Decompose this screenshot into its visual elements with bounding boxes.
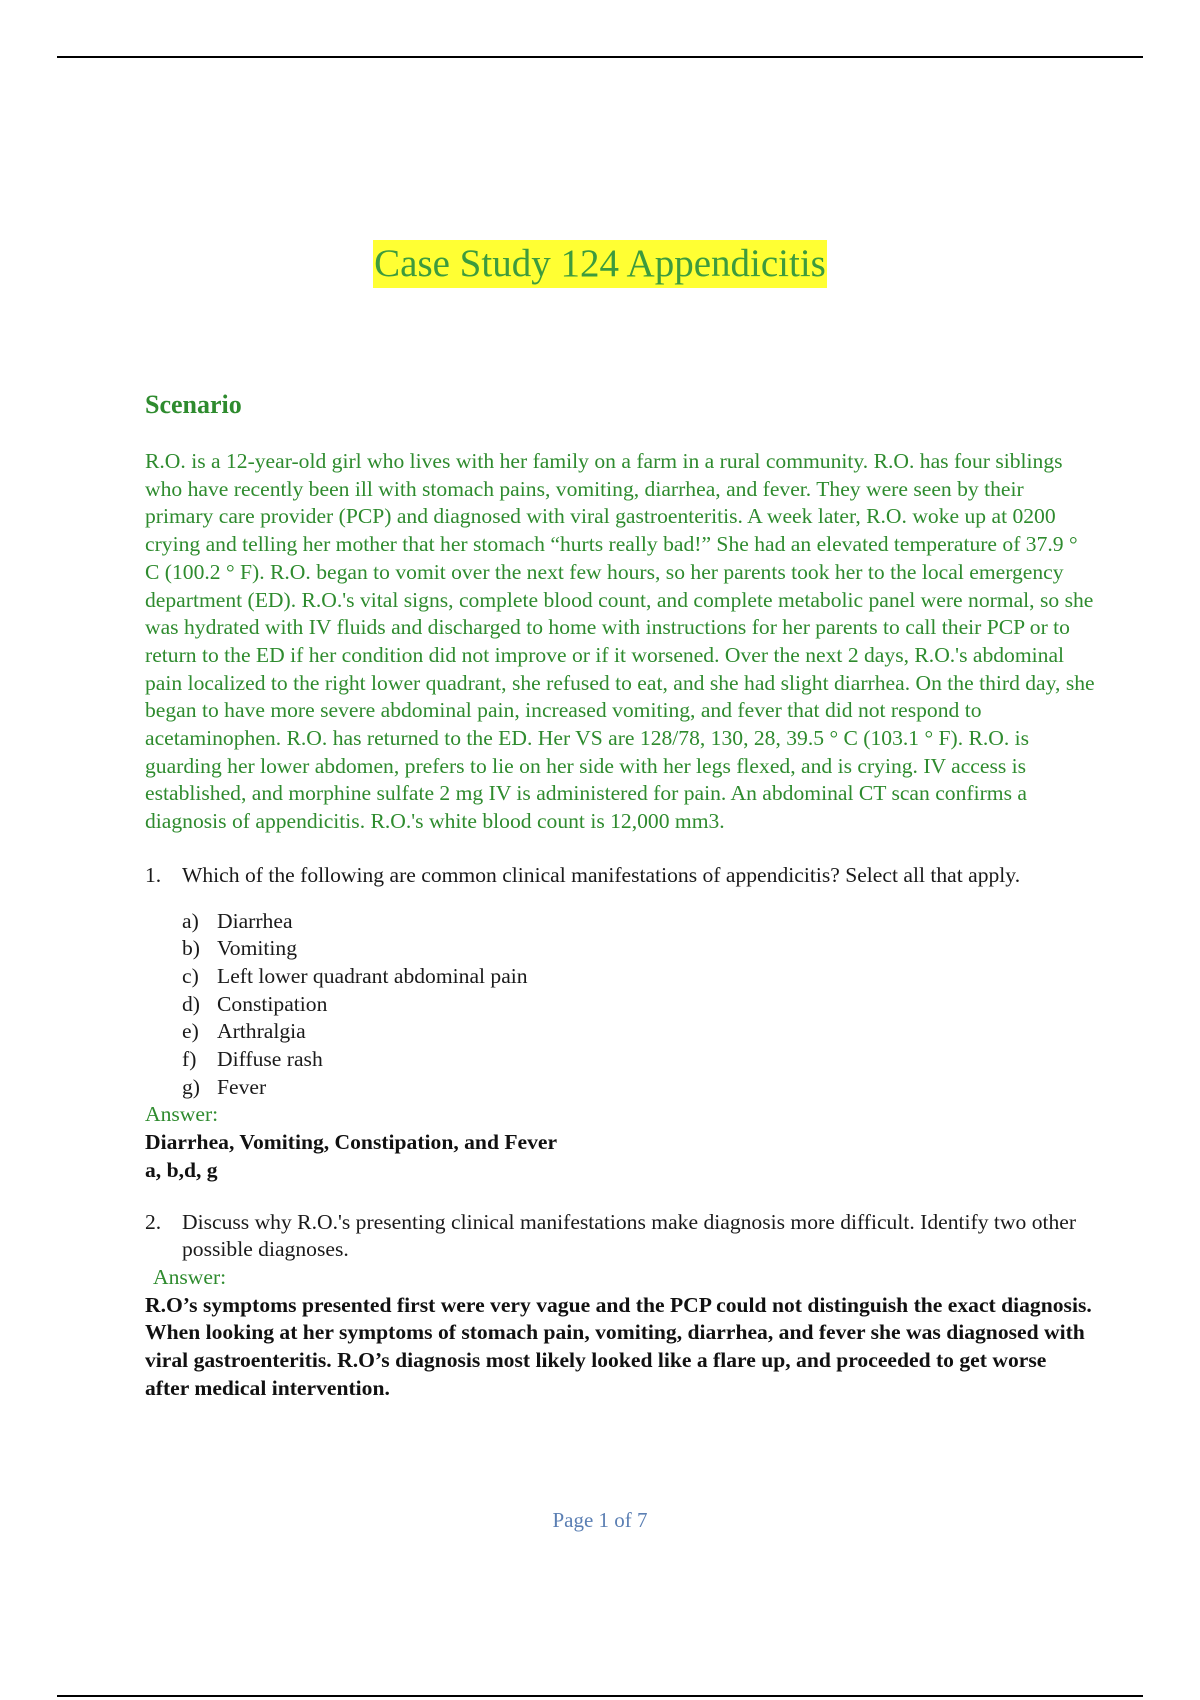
option-letter: f) — [182, 1047, 197, 1072]
option-text: Diffuse rash — [217, 1047, 323, 1072]
question-number: 2. — [145, 1209, 162, 1234]
page-number: Page 1 of 7 — [552, 1508, 648, 1532]
option-item — [182, 908, 1095, 936]
question-1 — [145, 862, 1095, 890]
option-letter: d) — [182, 991, 200, 1016]
answer-label: Answer: — [145, 1102, 219, 1127]
document-body — [145, 390, 1095, 1403]
option-letter: c) — [182, 963, 199, 988]
option-item — [182, 991, 1095, 1019]
answer-label: Answer: — [153, 1264, 227, 1289]
answer-letters: a, b,d, g — [145, 1157, 218, 1182]
option-item — [182, 963, 1095, 991]
option-text: Fever — [217, 1074, 267, 1099]
scenario-heading: Scenario — [145, 390, 242, 419]
question-text: Discuss why R.O.'s presenting clinical manifestations make diagnosis more difficult. Identify two other possible diagnoses. — [182, 1209, 1077, 1262]
bottom-divider — [57, 1695, 1143, 1697]
option-text: Constipation — [217, 991, 328, 1016]
answer-text: Diarrhea, Vomiting, Constipation, and Fever — [145, 1130, 558, 1155]
question-2 — [145, 1209, 1095, 1264]
option-item — [182, 935, 1095, 963]
scenario-text: R.O. is a 12-year-old girl who lives with her family on a farm in a rural community. R.O. has four siblings who have recently been ill with stomach pains, vomiting, diarrhea, and fever. They were seen by their primary care provider (PCP) and diagnosed with viral gastroenteritis. A week later, R.O. woke up at 0200 crying and telling her mother that her stomach “hurts really bad!” She had an elevated temperature of 37.9 ° C (100.2 ° F). R.O. began to vomit over the next few hours, so her parents took her to the local emergency department (ED). R.O.'s vital signs, complete blood count, and complete metabolic panel were normal, so she was hydrated with IV fluids and discharged to home with instructions for her parents to call their PCP or to return to the ED if her condition did not improve or if it worsened. Over the next 2 days, R.O.'s abdominal pain localized to the right lower quadrant, she refused to eat, and she had slight diarrhea. On the third day, she began to have more severe abdominal pain, increased vomiting, and fever that did not respond to acetaminophen. R.O. has returned to the ED. Her VS are 128/78, 130, 28, 39.5 ° C (103.1 ° F). R.O. is guarding her lower abdomen, prefers to lie on her side with her legs flexed, and is crying. IV access is established, and morphine sulfate 2 mg IV is administered for pain. An abdominal CT scan confirms a diagnosis of appendicitis. R.O.'s white blood count is 12,000 mm3. — [145, 449, 1095, 834]
option-letter: b) — [182, 936, 200, 961]
option-text: Left lower quadrant abdominal pain — [217, 963, 528, 988]
option-item — [182, 1074, 1095, 1102]
question-number: 1. — [145, 862, 162, 887]
answer-text: R.O’s symptoms presented first were very vague and the PCP could not distinguish the exact diagnosis. When looking at her symptoms of stomach pain, vomiting, diarrhea, and fever she was diagnosed with viral gastroenteritis. R.O’s diagnosis most likely looked like a flare up, and proceeded to get worse after medical intervention. — [145, 1292, 1092, 1400]
option-text: Vomiting — [217, 936, 297, 961]
option-item — [182, 1018, 1095, 1046]
question-text: Which of the following are common clinical manifestations of appendicitis? Select all that apply. — [182, 862, 1021, 887]
top-divider — [57, 56, 1143, 58]
option-letter: e) — [182, 1019, 199, 1044]
option-text: Arthralgia — [217, 1019, 306, 1044]
option-text: Diarrhea — [217, 908, 293, 933]
title-container — [0, 240, 1200, 288]
answer-options — [182, 908, 1095, 1102]
document-title: Case Study 124 Appendicitis — [373, 240, 827, 288]
option-item — [182, 1046, 1095, 1074]
option-letter: g) — [182, 1074, 200, 1099]
option-letter: a) — [182, 908, 199, 933]
